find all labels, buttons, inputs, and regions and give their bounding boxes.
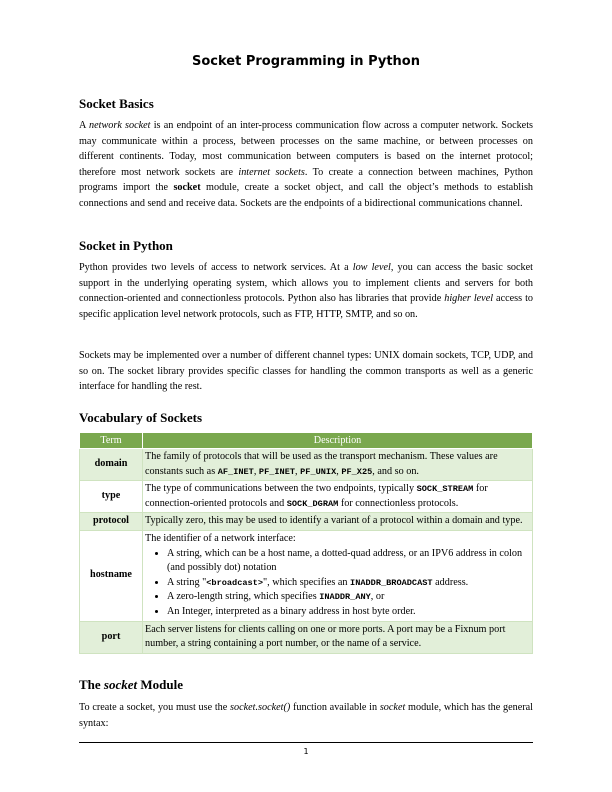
section-heading-socket-basics: Socket Basics <box>79 96 154 111</box>
document-title: Socket Programming in Python <box>192 54 420 69</box>
table-row <box>80 513 533 531</box>
column-header-term: Term <box>80 433 143 449</box>
list-item: • A string "<broadcast>", which specifies an INADDR_BROADCAST address. <box>167 576 530 591</box>
description-cell: The identifier of a network interface: • A string, which can be a host name, a dotted-quad address, or an IPV6 address in colon (and possibly dot) notation • A string "<broadcast>", which specifies an INADDR_BROADCAST address. • A zero-length string, which specifies INADDR_ANY, or • An Integer, interpreted as a binary address in host byte order. <box>143 530 533 621</box>
table-row <box>80 481 533 513</box>
list-item: • A string, which can be a host name, a dotted-quad address, or an IPV6 address in colon (and possibly dot) notation <box>167 547 530 576</box>
term-cell: protocol <box>80 513 143 531</box>
term-cell: port <box>80 621 143 653</box>
table-row <box>80 621 533 653</box>
table-row <box>80 530 533 621</box>
column-header-description: Description <box>143 433 533 449</box>
description-cell: Each server listens for clients calling on one or more ports. A port may be a Fixnum port number, a string containing a port number, or the name of a service. <box>143 621 533 653</box>
description-cell: Typically zero, this may be used to identify a variant of a protocol within a domain and type. <box>143 513 533 531</box>
table-row <box>80 449 533 481</box>
section-heading-socket-module: The socket Module <box>79 677 184 692</box>
socket-in-python-paragraph-2: Sockets may be implemented over a number of different channel types: UNIX domain sockets, TCP, UDP, and so on. The socket library provides specific classes for handling the common transports as well as a generic interface for handling the rest. <box>79 350 533 393</box>
list-item: • A zero-length string, which specifies INADDR_ANY, or <box>167 590 530 605</box>
table-header-row <box>80 433 533 449</box>
socket-in-python-paragraph-1: Python provides two levels of access to network services. At a low level, you can access the basic socket support in the underlying operating system, which allows you to implement clients and servers for both connection-oriented and connectionless protocols. Python also has libraries that provide higher level access to specific application level network protocols, such as FTP, HTTP, SMTP, and so on. <box>79 262 533 320</box>
section-heading-socket-in-python: Socket in Python <box>79 238 173 253</box>
list-item: • An Integer, interpreted as a binary address in host byte order. <box>167 605 530 620</box>
vocabulary-table <box>79 432 533 654</box>
description-cell: The type of communications between the two endpoints, typically SOCK_STREAM for connection-oriented protocols and SOCK_DGRAM for connectionless protocols. <box>143 481 533 513</box>
term-cell: domain <box>80 449 143 481</box>
section-heading-vocabulary: Vocabulary of Sockets <box>79 410 203 425</box>
socket-basics-paragraph: A network socket is an endpoint of an inter-process communication flow across a computer network. Sockets may communicate within a process, between processes on the same machine, or between processes on different continents. Today, most communication between computers is based on the internet protocol; therefore most network sockets are internet sockets. To create a connection between machines, Python programs import the socket module, create a socket object, and call the object’s methods to establish connections and send and receive data. Sockets are the endpoints of a bidirectional communications channel. <box>79 120 534 209</box>
term-cell: hostname <box>80 530 143 621</box>
footer-divider <box>79 742 533 743</box>
hostname-bullet-list <box>145 547 530 620</box>
term-cell: type <box>80 481 143 513</box>
socket-module-paragraph: To create a socket, you must use the socket.socket() function available in socket module, which has the general syntax: <box>79 702 533 729</box>
page-number: 1 <box>303 747 309 756</box>
description-cell: The family of protocols that will be used as the transport mechanism. These values are constants such as AF_INET, PF_INET, PF_UNIX, PF_X25, and so on. <box>143 449 533 481</box>
